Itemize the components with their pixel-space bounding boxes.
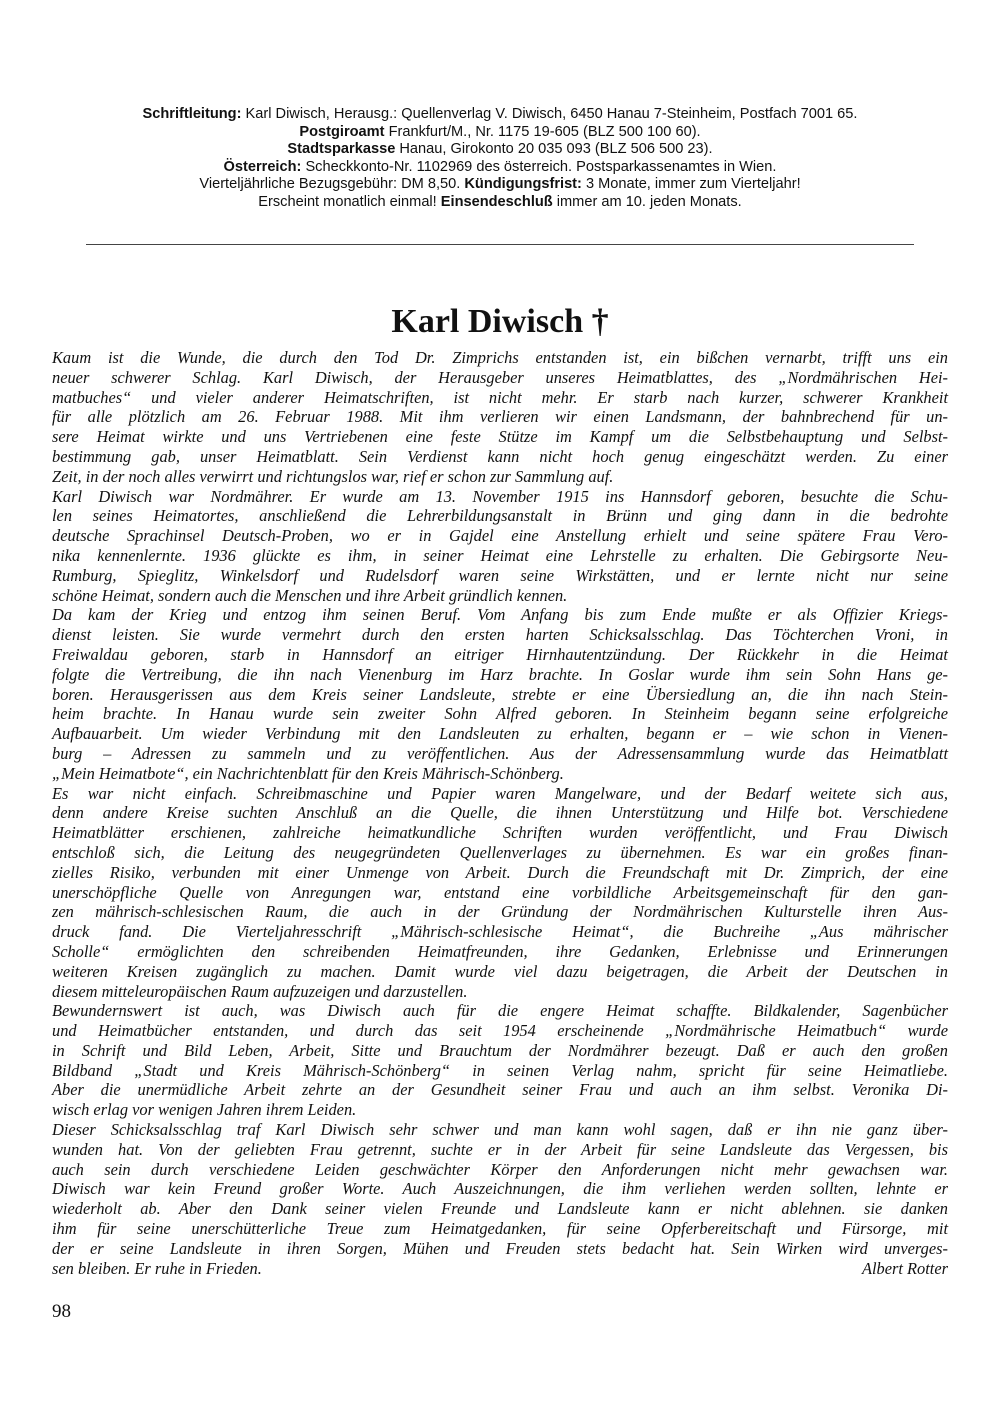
body-line: sere Heimat wirkte und uns Vertriebenen eine feste Stütze im Kampf um die Selbstbehauptung und Selbst- [52, 427, 948, 447]
body-line: diesem mitteleuropäischen Raum aufzuzeigen und darzustellen. [52, 981, 468, 1001]
body-line: wisch erlag vor wenigen Jahren ihrem Leiden. [52, 1100, 357, 1120]
text-giro: Frankfurt/M., Nr. 1175 19-605 (BLZ 500 100 60). [384, 123, 701, 140]
body-line: zen mährisch-schlesischen Raum, die auch in der Gründung der Nordmährischen Kulturstelle ihren Aus- [52, 902, 948, 922]
body-line: bestimmung gab, unser Heimatblatt. Sein Verdienst kann nicht hoch genug eingeschätzt werden. Zu einer [52, 446, 948, 466]
body-line: Heimatblätter erschienen, zahlreiche heimatkundliche Schriften wurden veröffentlicht, und Frau Diwisch [52, 823, 948, 843]
body-line: Da kam der Krieg und entzog ihm seinen Beruf. Vom Anfang bis zum Ende mußte er als Offizier Kriegs- [52, 605, 948, 625]
body-line: für alle plötzlich am 26. Februar 1988. Mit ihm verlieren wir einen Landsmann, der bahnbrechend für un- [52, 407, 948, 427]
label-deadline: Einsendeschluß [440, 193, 553, 210]
masthead-line-editor [60, 106, 940, 124]
body-line: Es war nicht einfach. Schreibmaschine und Papier waren Mangelware, und der Bedarf weitete sich aus, [52, 783, 948, 803]
body-line: dienst leisten. Sie wurde vermehrt durch den ersten harten Schicksalsschlag. Das Töchterchen Vroni, in [52, 625, 948, 645]
body-line: Diwisch war kein Freund großer Worte. Auch Auszeichnungen, die ihm verliehen werden sollten, lehnte er [52, 1179, 948, 1199]
label-giro: Postgiroamt [299, 123, 385, 140]
text-cancellation: 3 Monate, immer zum Vierteljahr! [581, 176, 801, 193]
body-line: matbuches“ und vieler anderer Heimatschriften, ist nicht mehr. Er starb nach kurzer, schwerer Krankheit [52, 387, 948, 407]
masthead-line-austria [60, 159, 940, 177]
text-sparkasse: Hanau, Girokonto 20 035 093 (BLZ 506 500 23). [395, 141, 713, 158]
body-line: in Schrift und Bild Leben, Arbeit, Sitte und Brauchtum der Nordmährer bezeugt. Daß er auch den großen [52, 1040, 948, 1060]
masthead-line-deadline [60, 194, 940, 212]
masthead-line-sparkasse [60, 141, 940, 159]
body-line: Aber die unermüdliche Arbeit zehrte an der Gesundheit seiner Frau und auch an ihm selbst. Veronika Di- [52, 1080, 948, 1100]
label-cancellation: Kündigungsfrist: [464, 176, 582, 193]
text-editor: Karl Diwisch, Herausg.: Quellenverlag V. Diwisch, 6450 Hanau 7-Steinheim, Postfach 7001 65. [241, 106, 858, 122]
body-line: weiteren Kreisen zugänglich zu machen. Damit wurde viel dazu beigetragen, die Arbeit der Deutschen in [52, 961, 948, 981]
text-fee: Vierteljährliche Bezugsgebühr: DM 8,50. [199, 176, 465, 193]
body-line: wunden hat. Von der geliebten Frau getrennt, suchte er in der Arbeit für seine Landsleute das Vergessen, bis [52, 1139, 948, 1159]
page-number: 98 [52, 1301, 71, 1322]
body-line: Zeit, in der noch alles verwirrt und richtungslos war, rief er schon zur Sammlung auf. [52, 466, 614, 486]
body-line: Bildband „Stadt und Kreis Mährisch-Schönberg“ in seinen Verlag nahm, spricht für seine Heimatliebe. [52, 1060, 948, 1080]
body-line: Dieser Schicksalsschlag traf Karl Diwisch sehr schwer und man kann wohl sagen, daß er ihn nie ganz über- [52, 1120, 948, 1140]
body-line: denn andere Kreise suchten Anschluß an die Quelle, die ihnen Unterstützung und Hilfe bot. Verschiedene [52, 803, 948, 823]
body-line: len seines Heimatortes, anschließend die Lehrerbildungsanstalt in Brünn und ging dann in die bedrohte [52, 506, 948, 526]
masthead-line-fee [60, 176, 940, 194]
article-body [52, 348, 948, 1278]
body-line: druck fand. Die Vierteljahresschrift „Mährisch-schlesische Heimat“, die Buchreihe „Aus mährischer [52, 922, 948, 942]
body-line: boren. Herausgerissen aus dem Kreis seiner Landsleute, strebte er eine Übersiedlung an, die ihn nach Stein- [52, 684, 948, 704]
masthead-line-giro [60, 124, 940, 142]
body-line: Bewundernswert ist auch, was Diwisch auch für die engere Heimat schaffte. Bildkalender, Sagenbücher [52, 1001, 948, 1021]
body-line: deutsche Sprachinsel Deutsch-Proben, wo er in Gajdel eine Anstellung erhielt und seine spätere Frau Vero- [52, 526, 948, 546]
label-sparkasse: Stadtsparkasse [287, 141, 396, 158]
text-deadline: immer am 10. jeden Monats. [552, 193, 742, 210]
closing-line [52, 1259, 948, 1279]
text-monthly: Erscheint monatlich einmal! [258, 193, 441, 210]
body-line: Kaum ist die Wunde, die durch den Tod Dr. Zimprichs entstanden ist, ein bißchen vernarbt, trifft uns ein [52, 348, 948, 367]
author-signature: Albert Rotter [861, 1258, 948, 1278]
body-line: zielles Risiko, verbunden mit einer Unmenge von Arbeit. Durch die Freundschaft mit Dr. Zimprich, der eine [52, 862, 948, 882]
body-line: entschloß sich, die Leitung des neugegründeten Quellenverlages zu übernehmen. Es war ein großes finan- [52, 842, 948, 862]
label-editor: Schriftleitung: [142, 106, 242, 122]
body-line: folgte die Vertreibung, die ihn nach Vienenburg im Harz brachte. In Goslar wurde ihm sein Sohn Hans ge- [52, 664, 948, 684]
article-title: Karl Diwisch † [391, 303, 609, 340]
body-line: auch sein durch verschiedene Leiden geschwächter Körper den Anforderungen nicht mehr gewachsen war. [52, 1159, 948, 1179]
text-austria: Scheckkonto-Nr. 1102969 des österreich. Postsparkassenamtes in Wien. [301, 158, 777, 175]
body-line: ihm für seine unerschütterliche Treue zum Heimatgedanken, für seine Opferbereitschaft und Fürsorge, mit [52, 1219, 948, 1239]
body-line: heim brachte. In Hanau wurde sein zweiter Sohn Alfred geboren. In Steinheim begann seine erfolgreiche [52, 704, 948, 724]
body-line: nika kennenlernte. 1936 glückte es ihm, in seiner Heimat eine Lehrstelle zu erhalten. Die Gebirgsorte Neu- [52, 545, 948, 565]
body-line: Aufbauarbeit. Um wieder Verbindung mit den Landsleuten zu erhalten, begann er – wie schon in Vienen- [52, 724, 948, 744]
body-line: der er seine Landsleute in ihren Sorgen, Mühen und Freuden stets bedacht hat. Sein Wirken wird unverges- [52, 1238, 948, 1258]
body-line: unerschöpfliche Quelle von Anregungen war, entstand eine vorbildliche Arbeitsgemeinschaft für den gan- [52, 882, 948, 902]
body-line: burg – Adressen zu sammeln und zu veröffentlichen. Aus der Adressensammlung wurde das Heimatblatt [52, 743, 948, 763]
body-line: „Mein Heimatbote“, ein Nachrichtenblatt für den Kreis Mährisch-Schönberg. [52, 763, 564, 783]
body-line: neuer schwerer Schlag. Karl Diwisch, der Herausgeber unseres Heimatblattes, des „Nordmährischen Hei- [52, 367, 948, 387]
body-line: wiederholt ab. Aber den Dank seiner vielen Freunde und Landsleute kann er nicht ablehnen. sie danken [52, 1199, 948, 1219]
label-austria: Österreich: [223, 158, 302, 175]
body-line: Rumburg, Spieglitz, Winkelsdorf und Rudelsdorf waren seine Wirkstätten, und er lernte nicht nur seine [52, 565, 948, 585]
closing-text: sen bleiben. Er ruhe in Frieden. [52, 1258, 262, 1278]
masthead-divider [86, 244, 914, 245]
body-line: Freiwaldau geboren, starb in Hannsdorf an eitriger Hirnhautentzündung. Der Rückkehr in die Heimat [52, 644, 948, 664]
masthead [60, 106, 940, 212]
body-line: schöne Heimat, sondern auch die Menschen und ihre Arbeit gründlich kennen. [52, 585, 568, 605]
body-line: Karl Diwisch war Nordmährer. Er wurde am 13. November 1915 ins Hannsdorf geboren, besuchte die Schu- [52, 486, 948, 506]
body-line: Scholle“ ermöglichten den schreibenden Heimatfreunden, ihre Gedanken, Erlebnisse und Erinnerungen [52, 941, 948, 961]
body-line: und Heimatbücher entstanden, und durch das seit 1954 erscheinende „Nordmährische Heimatbuch“ wurde [52, 1021, 948, 1041]
